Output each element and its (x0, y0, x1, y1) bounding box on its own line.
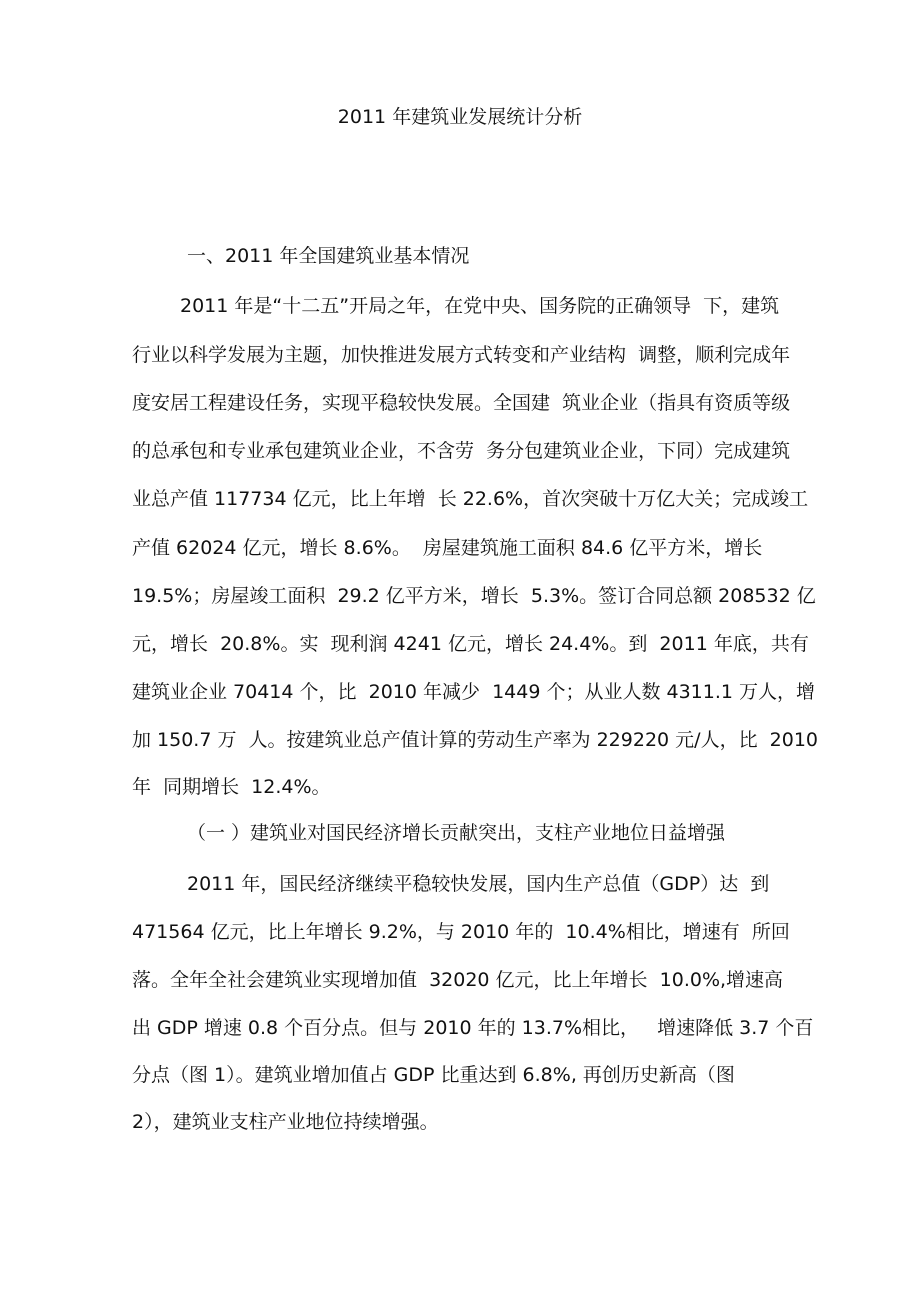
paragraph-line: 元，增长 20.8%。实 现利润 4241 亿元，增长 24.4%。到 2011 年底，共有 (132, 633, 809, 655)
paragraph-line: 加 150.7 万 人。按建筑业总产值计算的劳动生产率为 229220 元/人，比 2010 (132, 729, 818, 751)
paragraph-line: 2），建筑业支柱产业地位持续增强。 (132, 1111, 439, 1133)
document-title: 2011 年建筑业发展统计分析 (337, 106, 583, 128)
section-heading: 一、2011 年全国建筑业基本情况 (187, 245, 470, 267)
paragraph-line: 建筑业企业 70414 个，比 2010 年减少 1449 个；从业人数 4311.1 万人，增 (132, 681, 816, 703)
paragraph-line: 业总产值 117734 亿元，比上年增 长 22.6%，首次突破十万亿大关；完成竣工 (132, 488, 809, 510)
paragraph-line: 产值 62024 亿元，增长 8.6%。 房屋建筑施工面积 84.6 亿平方米，增长 (132, 537, 763, 559)
paragraph-line: 的总承包和专业承包建筑业企业，不含劳 务分包建筑业企业，下同）完成建筑 (132, 440, 791, 462)
paragraph-line: 471564 亿元，比上年增长 9.2%，与 2010 年的 10.4%相比，增速有 所回 (132, 921, 790, 943)
paragraph-line: 分点（图 1）。建筑业增加值占 GDP 比重达到 6.8%, 再创历史新高（图 (132, 1064, 735, 1086)
paragraph-line: 行业以科学发展为主题，加快推进发展方式转变和产业结构 调整，顺利完成年 (132, 344, 791, 366)
paragraph-line: 度安居工程建设任务，实现平稳较快发展。全国建 筑业企业（指具有资质等级 (132, 392, 791, 414)
paragraph-line: 年 同期增长 12.4%。 (132, 776, 331, 798)
paragraph-line: 落。全年全社会建筑业实现增加值 32020 亿元，比上年增长 10.0%,增速高 (132, 969, 784, 991)
subsection-heading: （一 ）建筑业对国民经济增长贡献突出，支柱产业地位日益增强 (187, 822, 726, 844)
paragraph-line: 2011 年，国民经济继续平稳较快发展，国内生产总值（GDP）达 到 (187, 873, 770, 895)
paragraph-line: 2011 年是“十二五”开局之年，在党中央、国务院的正确领导 下，建筑 (180, 295, 780, 317)
paragraph-line: 出 GDP 增速 0.8 个百分点。但与 2010 年的 13.7%相比， 增速降低 3.7 个百 (132, 1017, 814, 1039)
paragraph-line: 19.5%；房屋竣工面积 29.2 亿平方米，增长 5.3%。签订合同总额 208532 亿 (132, 585, 816, 607)
